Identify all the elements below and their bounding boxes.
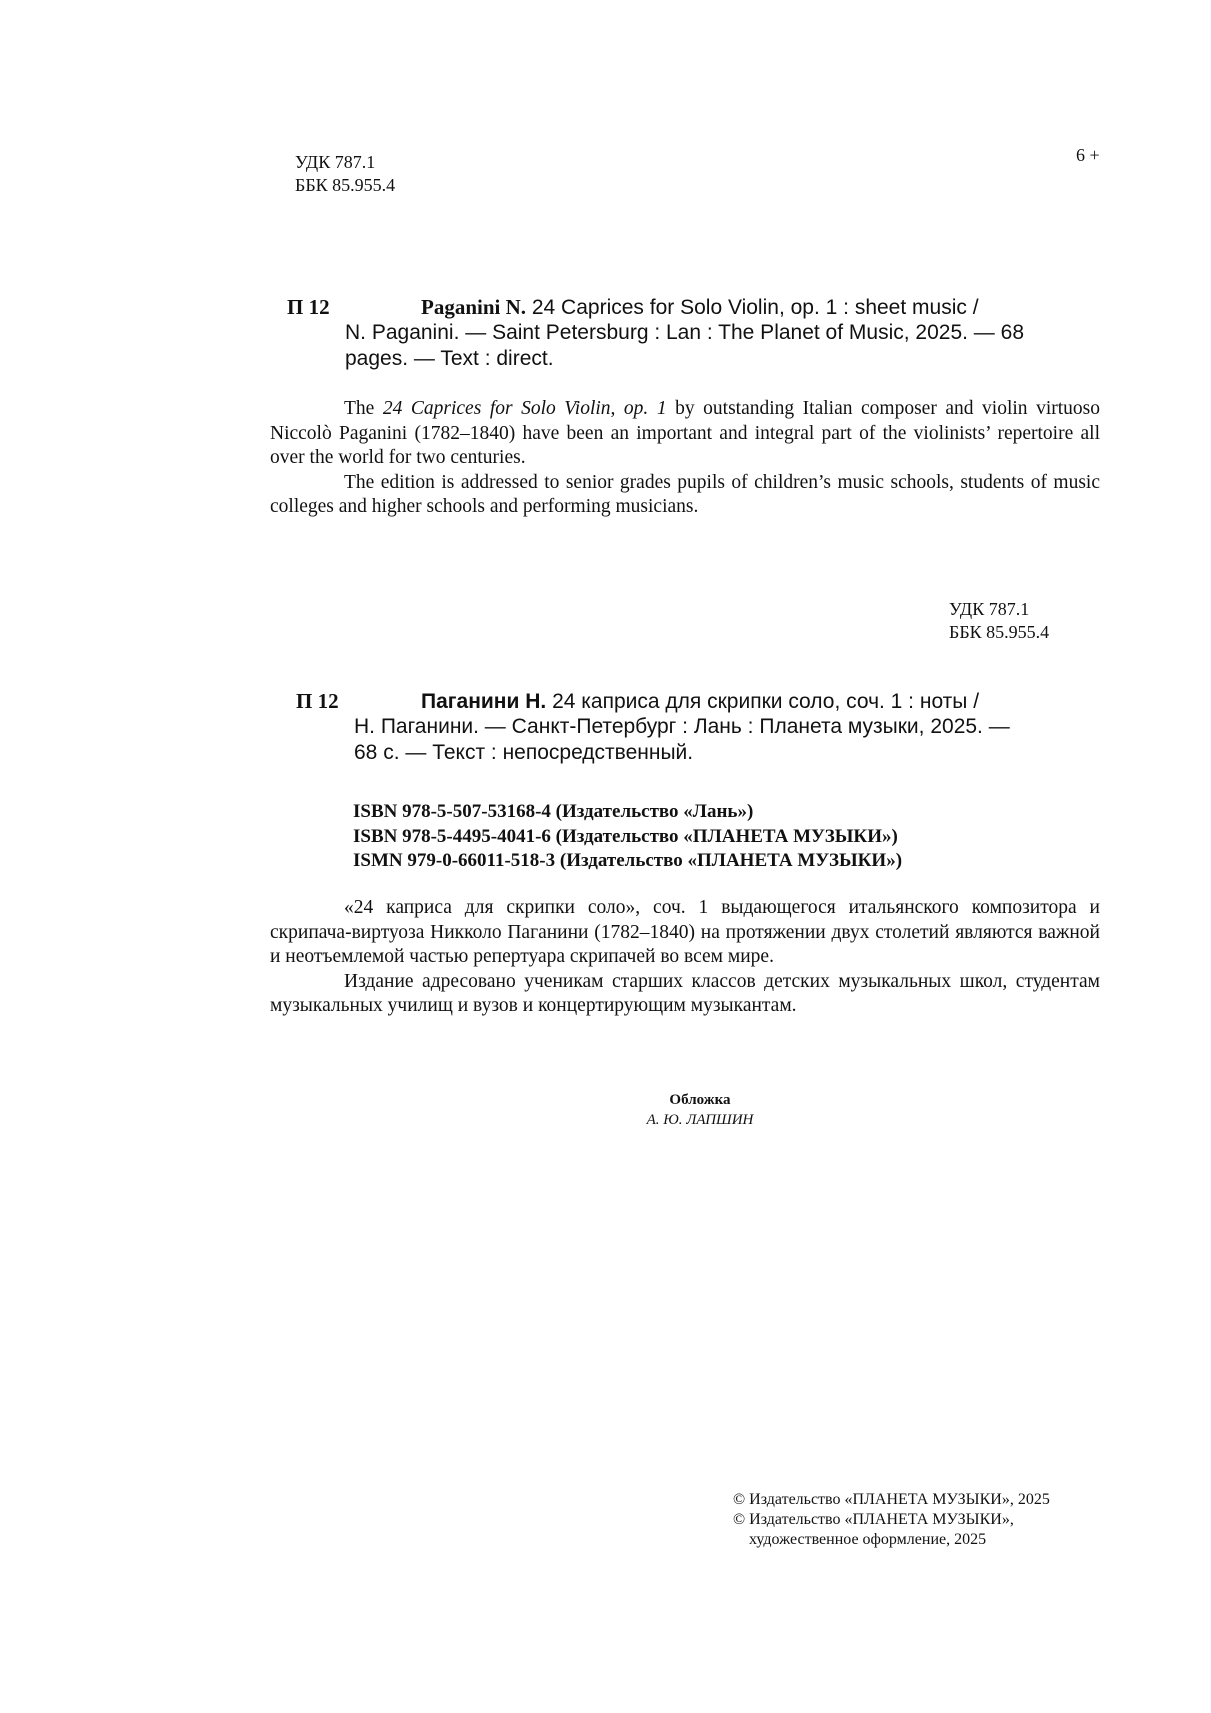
catalog-title: 24 Caprices for Solo Violin, op. 1 : sheet music / xyxy=(526,296,979,319)
copyright-line-3: художественное оформление, 2025 xyxy=(749,1531,987,1548)
catalog-title-line2: N. Paganini. — Saint Petersburg : Lan : The Planet of Music, 2025. — 68 xyxy=(345,321,1024,344)
russian-abstract xyxy=(270,896,1100,1019)
work-title: 24 Caprices for Solo Violin, op. 1 xyxy=(382,398,667,419)
udk-code-2: УДК 787.1 xyxy=(949,599,1030,619)
ismn-planet: ISMN 979-0-66011-518-3 (Издательство «ПЛАНЕТА МУЗЫКИ») xyxy=(353,850,903,871)
catalog-title-line3: pages. — Text : direct. xyxy=(345,347,554,370)
english-abstract xyxy=(270,397,1100,520)
copyright-block xyxy=(733,1490,1050,1550)
isbn-lan: ISBN 978-5-507-53168-4 (Издательство «Лань») xyxy=(353,801,754,822)
bbk-code-2: ББК 85.955.4 xyxy=(949,622,1050,642)
age-rating: 6 + xyxy=(1076,145,1100,165)
catalog-title-line1 xyxy=(421,294,1087,321)
english-catalog-entry xyxy=(287,294,1087,372)
cover-credit xyxy=(600,1090,800,1130)
catalog-index-ru: П 12 xyxy=(296,689,339,713)
catalog-index: П 12 xyxy=(287,295,330,319)
copyright-line-1: © Издательство «ПЛАНЕТА МУЗЫКИ», 2025 xyxy=(733,1491,1050,1508)
copyright-line-2: © Издательство «ПЛАНЕТА МУЗЫКИ», xyxy=(733,1511,1014,1528)
bbk-code: ББК 85.955.4 xyxy=(295,175,396,195)
catalog-title-line2-ru: Н. Паганини. — Санкт-Петербург : Лань : Планета музыки, 2025. — xyxy=(354,715,1010,738)
credit-label: Обложка xyxy=(669,1092,731,1108)
catalog-author: Paganini N. xyxy=(421,295,527,319)
credit-name: А. Ю. ЛАПШИН xyxy=(646,1112,754,1128)
isbn-block xyxy=(353,800,902,874)
russian-abstract-paragraph-1: «24 каприса для скрипки соло», соч. 1 выдающегося итальянского композитора и скрипача-виртуоза Никколо Паганини (1782–1840) на протяжении двух столетий являются важной и неотъемлемой частью репертуара скрипачей во всем мире. xyxy=(270,897,1100,967)
catalog-title-line3-ru: 68 с. — Текст : непосредственный. xyxy=(354,741,694,764)
classification-block xyxy=(295,151,395,197)
english-abstract-paragraph-1: The 24 Caprices for Solo Violin, op. 1 by outstanding Italian composer and violin virtuoso Niccolò Paganini (1782–1840) have been an important and integral part of the violinists’ repertoire all over the world for two centuries. xyxy=(270,398,1100,468)
catalog-title-line1-ru xyxy=(421,688,1087,715)
catalog-title-ru: 24 каприса для скрипки соло, соч. 1 : ноты / xyxy=(546,690,980,713)
english-abstract-paragraph-2: The edition is addressed to senior grades pupils of children’s music schools, students of music colleges and higher schools and performing musicians. xyxy=(270,471,1100,517)
russian-abstract-paragraph-2: Издание адресовано ученикам старших классов детских музыкальных школ, студентам музыкальных училищ и вузов и концертирующим музыкантам. xyxy=(270,970,1100,1016)
udk-code: УДК 787.1 xyxy=(295,152,376,172)
classification-block-2 xyxy=(949,598,1049,644)
isbn-planet: ISBN 978-5-4495-4041-6 (Издательство «ПЛАНЕТА МУЗЫКИ») xyxy=(353,825,898,847)
catalog-author-ru: Паганини Н. xyxy=(421,690,547,713)
russian-catalog-entry xyxy=(296,688,1087,766)
